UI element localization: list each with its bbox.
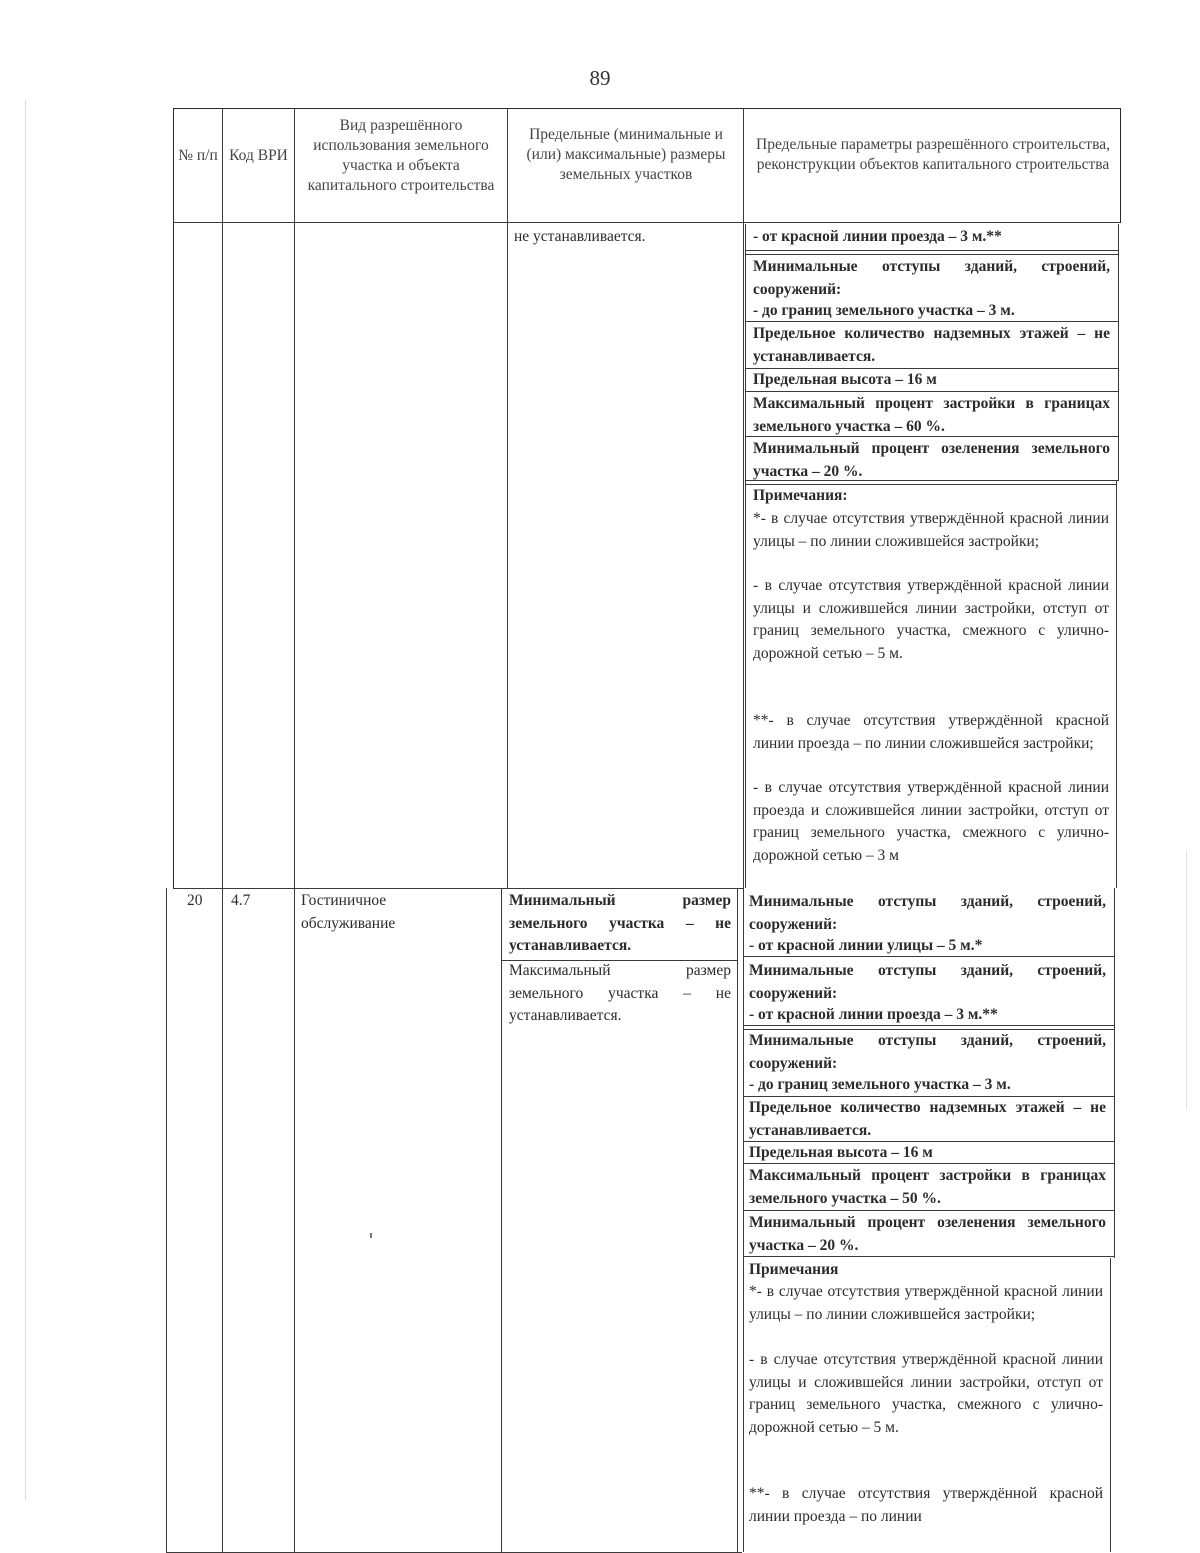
header-kind: Вид разрешённого использования земельного участка и объекта капитального строительства — [307, 117, 495, 194]
row20-notes-right-border — [1110, 1258, 1111, 1552]
prev-box-sep-1 — [745, 250, 1119, 251]
prev-box-sep-1b — [745, 254, 1119, 255]
page-number: 89 — [589, 66, 611, 90]
row20-size-min: Минимальный размер земельного участка – не устанавливается. — [509, 892, 731, 954]
row20-param-3: Предельное количество надземных этажей – не устанавливается. — [749, 1099, 1106, 1139]
row20-param-4: Предельная высота – 16 м — [749, 1144, 933, 1161]
row20-notes-title: Примечания — [749, 1261, 839, 1278]
col-divider-3 — [507, 108, 508, 888]
row20-param-2-text: - до границ земельного участка – 3 м. — [749, 1076, 1011, 1093]
prev-notes-p4: - в случае отсутствия утверждённой красной линии проезда и сложившейся линии застройки, отступ от границ земельного участка, смежного с улично-дорожной сетью – 3 м — [753, 779, 1109, 864]
row20-code: 4.7 — [231, 892, 251, 909]
prev-param-5: Минимальный процент озеленения земельного участка – 20 %. — [753, 440, 1110, 480]
col-divider-4-lower — [737, 888, 738, 1552]
prev-notes-p3: **- в случае отсутствия утверждённой красной линии проезда – по линии сложившейся застройки; — [753, 712, 1109, 752]
scan-edge-line-right — [1186, 850, 1187, 1110]
prev-param-1-text: - до границ земельного участка – 3 м. — [753, 302, 1015, 319]
prev-params-right-border — [1118, 224, 1119, 480]
header-size: Предельные (минимальные и (или) максимальные) размеры земельных участков — [526, 126, 726, 183]
col-divider-2 — [294, 108, 295, 1552]
row20-num: 20 — [187, 892, 203, 909]
row20-param-2-title: Минимальные отступы зданий, строений, сооружений: — [749, 1032, 1106, 1072]
row20-param-1-text: - от красной линии проезда – 3 м.** — [749, 1006, 998, 1023]
row20-param-6: Минимальный процент озеленения земельного участка – 20 %. — [749, 1214, 1106, 1254]
row20-top-border — [173, 888, 743, 889]
row20-notes-p1: *- в случае отсутствия утверждённой красной линии улицы – по линии сложившейся застройки; — [749, 1283, 1103, 1323]
row20-param-0-text: - от красной линии улицы – 5 м.* — [749, 937, 983, 954]
row20-param-1-title: Минимальные отступы зданий, строений, сооружений: — [749, 962, 1106, 1002]
row20-notes-p3: **- в случае отсутствия утверждённой красной линии проезда – по линии — [749, 1485, 1103, 1525]
header-params: Предельные параметры разрешённого строительства, реконструкции объектов капитального строительства — [756, 136, 1110, 173]
row20-kind: Гостиничное обслуживание — [301, 892, 396, 932]
prev-notes-p1: *- в случае отсутствия утверждённой красной линии улицы – по линии сложившейся застройки; — [753, 510, 1109, 550]
table-left-border-lower — [166, 888, 167, 1552]
col-divider-4 — [743, 108, 744, 888]
table-right-border — [1120, 108, 1121, 223]
row20-params-right-border — [1114, 888, 1115, 1258]
prev-param-0: - от красной линии проезда – 3 м.** — [753, 228, 1002, 245]
scan-speck — [370, 1233, 372, 1238]
prev-notes-right-border — [1116, 480, 1117, 888]
row20-box-sep-6 — [743, 1210, 1115, 1211]
prev-param-2: Предельное количество надземных этажей – не устанавливается. — [753, 325, 1110, 365]
row20-params-left-border — [743, 888, 744, 1552]
prev-param-3: Предельная высота – 16 м — [753, 371, 937, 388]
prev-params-left-border — [745, 224, 746, 888]
header-bottom-border — [173, 222, 1121, 223]
col-divider-3-lower — [501, 888, 502, 1552]
row20-param-0-title: Минимальные отступы зданий, строений, сооружений: — [749, 893, 1106, 933]
prev-notes-p2: - в случае отсутствия утверждённой красной линии улицы и сложившейся линии застройки, отступ от границ земельного участка, смежного с улично-дорожной сетью – 5 м. — [753, 577, 1109, 662]
table-top-border — [173, 108, 1121, 109]
row20-param-5: Максимальный процент застройки в границах земельного участка – 50 %. — [749, 1167, 1106, 1207]
prev-size-text: не устанавливается. — [514, 228, 646, 245]
row20-notes-p2: - в случае отсутствия утверждённой красной линии улицы и сложившейся линии застройки, отступ от границ земельного участка, смежного с улично-дорожной сетью – 5 м. — [749, 1351, 1103, 1436]
prev-notes-title: Примечания: — [753, 487, 848, 504]
table-left-border — [173, 108, 174, 888]
prev-param-4: Максимальный процент застройки в границах земельного участка – 60 %. — [753, 395, 1110, 435]
prev-param-1-title: Минимальные отступы зданий, строений, сооружений: — [753, 258, 1110, 298]
row20-size-max: Максимальный размер земельного участка – не устанавливается. — [509, 962, 731, 1024]
header-code: Код ВРИ — [229, 147, 288, 164]
scan-edge-line — [25, 100, 26, 1500]
header-num: № п/п — [178, 147, 218, 164]
col-divider-1 — [222, 108, 223, 1552]
